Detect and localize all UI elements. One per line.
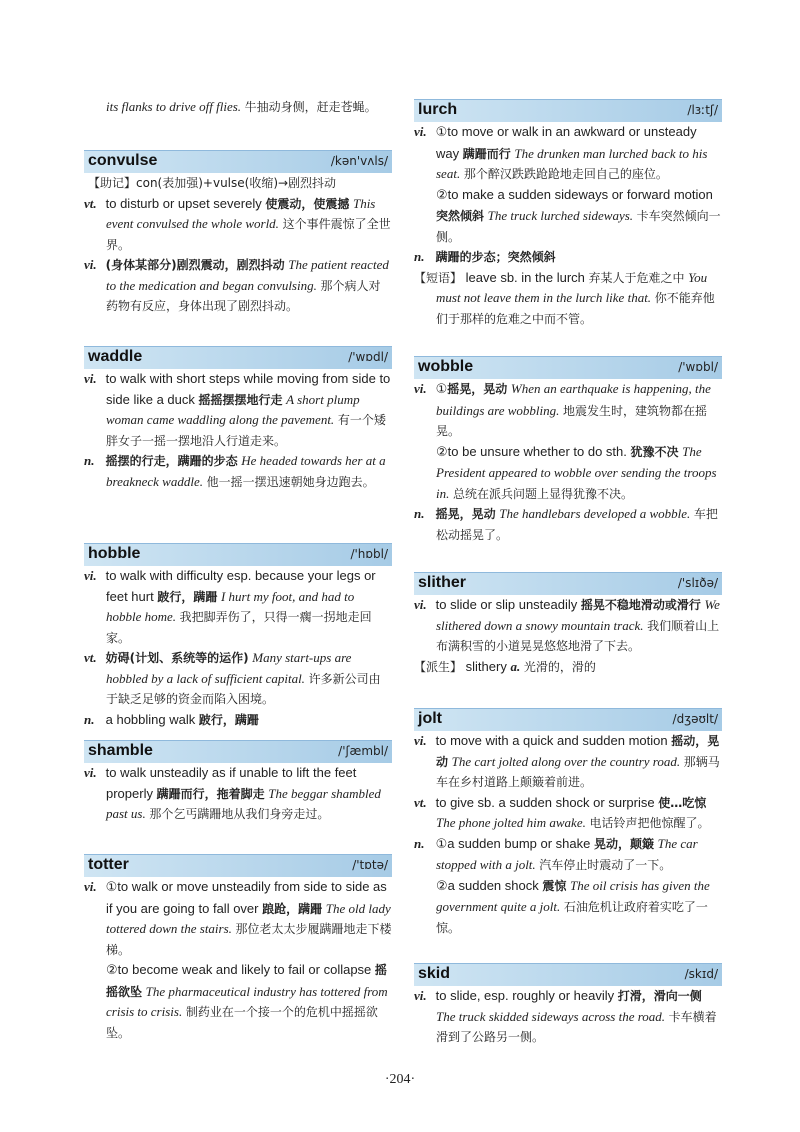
entry-header	[414, 572, 722, 595]
headword: shamble	[88, 742, 153, 759]
entry-wobble	[414, 356, 722, 545]
sense-1: vi. to slide, esp. roughly or heavily 打滑，滑向一侧 The truck skidded sideways across the road. 卡车横着滑到了公路另一侧。	[414, 988, 717, 1044]
phonetic: /'ʃæmbl/	[338, 744, 388, 758]
entry-header	[414, 708, 722, 731]
headword: lurch	[418, 101, 458, 118]
sense-3: n. ①a sudden bump or shake 晃动，颠簸 The car stopped with a jolt. 汽车停止时震动了一下。	[414, 835, 698, 872]
phonetic: /'hɒbl/	[350, 547, 388, 561]
sense-2: ②to be unsure whether to do sth. 犹豫不决 The President appeared to wobble over sending the troops in. 总统在派兵问题上显得犹豫不决。	[436, 443, 717, 501]
phonetic: /lɜːtʃ/	[687, 103, 718, 117]
phonetic: /'tɒtə/	[352, 858, 388, 872]
continuation-text	[84, 97, 392, 118]
sense-1: vi. to move with a quick and sudden motion 摇动，晃动 The cart jolted along over the country road. 那辆马车在乡村道路上颠簸着前进。	[414, 733, 720, 789]
phonetic: /kən'vʌls/	[330, 154, 388, 168]
headword: jolt	[418, 710, 442, 727]
sense-3: n. 摇晃，晃动 The handlebars developed a wobble. 车把松动摇晃了。	[414, 506, 718, 542]
entry-header	[414, 356, 722, 379]
entry-skid	[414, 963, 722, 1048]
entry-shamble	[84, 740, 392, 825]
phonetic: /dʒəʊlt/	[672, 712, 718, 726]
entry-header	[414, 963, 722, 986]
phonetic: /skɪd/	[684, 967, 718, 981]
sense-2: ②to become weak and likely to fail or collapse 摇摇欲坠 The pharmaceutical industry has tottered from crisis to crisis. 制药业在一个接一个的危机中摇摇欲坠。	[106, 962, 388, 1040]
sense-3: n. 蹒跚的步态；突然倾斜	[414, 249, 556, 264]
entry-header	[84, 854, 392, 877]
sense-1: vi. ①to walk or move unsteadily from side to side as if you are going to fall over 踉跄，蹒跚 The old lady tottered down the stairs. 那位老太太步履蹒跚地走下楼梯。	[84, 879, 392, 957]
example-sentence: its flanks to drive off flies.	[106, 99, 242, 114]
sense-2: vt. to give sb. a sudden shock or surprise 使…吃惊 The phone jolted him awake. 电话铃声把他惊醒了。	[414, 794, 710, 830]
example-translation: 牛抽动身侧，赶走苍蝇。	[244, 100, 377, 114]
sense-1: vi. to slide or slip unsteadily 摇晃不稳地滑动或滑行 We slithered down a snowy mountain track. 我们顺着山上布满积雪的小道晃晃悠悠地滑了下去。	[414, 597, 720, 653]
page-number: ·204·	[384, 1072, 416, 1087]
entry-header	[84, 346, 392, 369]
entry-header	[84, 150, 392, 173]
entry-lurch	[414, 99, 722, 329]
sense-2: vi. (身体某部分)剧烈震动，剧烈抖动 The patient reacted to the medication and began convulsing. 那个病人对药物有反应，身体出现了剧烈抖动。	[84, 257, 389, 313]
sense-1: vi. ①to move or walk in an awkward or unsteady way 蹒跚而行 The drunken man lurched back to his seat. 那个醉汉跌跌跄跄地走回自己的座位。	[414, 124, 708, 181]
mnemonic: 【助记】con(表加强)+vulse(收缩)→剧烈抖动	[88, 176, 337, 190]
sense-2: vt. 妨碍(计划、系统等的运作) Many start-ups are hobbled by a lack of sufficient capital. 许多新公司由于缺乏足够的资金而陷入困境。	[84, 650, 381, 706]
phonetic: /'wɒdl/	[348, 350, 388, 364]
sense-1: vi. ①摇晃，晃动 When an earthquake is happening, the buildings are wobbling. 地震发生时，建筑物都在摇晃。	[414, 381, 711, 438]
headword: totter	[88, 856, 129, 873]
phonetic: /'slɪðə/	[677, 576, 718, 590]
entry-header	[84, 543, 392, 566]
headword: hobble	[88, 545, 141, 562]
headword: convulse	[88, 152, 158, 169]
entry-header	[414, 99, 722, 122]
phrase: 【短语】 leave sb. in the lurch 弃某人于危难之中 You must not leave them in the lurch like that. 你不能弃他们于那样的危难之中而不管。	[414, 269, 715, 326]
entry-convulse	[84, 150, 392, 317]
sense-2: ②to make a sudden sideways or forward motion 突然倾斜 The truck lurched sideways. 卡车突然倾向一侧。	[436, 186, 721, 244]
entry-jolt	[414, 708, 722, 938]
sense-1: vi. to walk unsteadily as if unable to lift the feet properly 蹒跚而行，拖着脚走 The beggar shambled past us. 那个乞丐蹒跚地从我们身旁走过。	[84, 765, 381, 821]
sense-2: n. 摇摆的行走，蹒跚的步态 He headed towards her at a breakneck waddle. 他一摇一摆迅速朝她身边跑去。	[84, 453, 386, 489]
headword: skid	[418, 965, 451, 982]
sense-3: n. a hobbling walk 跛行，蹒跚	[84, 711, 259, 727]
derivation: 【派生】 slithery a. 光滑的，滑的	[414, 658, 596, 674]
entry-totter	[84, 854, 392, 1043]
phonetic: /'wɒbl/	[678, 360, 718, 374]
entry-slither	[414, 572, 722, 677]
headword: wobble	[418, 358, 474, 375]
sense-1: vt. to disturb or upset severely 使震动，使震撼 This event convulsed the whole world. 这个事件震惊了全世界。	[84, 195, 391, 252]
entry-waddle	[84, 346, 392, 492]
sense-4: ②a sudden shock 震惊 The oil crisis has given the government quite a jolt. 石油危机让政府着实吃了一惊。	[436, 877, 710, 935]
sense-1: vi. to walk with difficulty esp. because your legs or feet hurt 跛行，蹒跚 I hurt my foot, and had to hobble home. 我把脚弄伤了，只得一瘸一拐地走回家。	[84, 568, 376, 645]
sense-1: vi. to walk with short steps while moving from side to side like a duck 摇摇摆摆地行走 A short plump woman came waddling along the pavement. 有一个矮胖女子一摇一摆地沿人行道走来。	[84, 371, 391, 448]
entry-hobble	[84, 543, 392, 730]
headword: slither	[418, 574, 467, 591]
headword: waddle	[88, 348, 143, 365]
entry-header	[84, 740, 392, 763]
